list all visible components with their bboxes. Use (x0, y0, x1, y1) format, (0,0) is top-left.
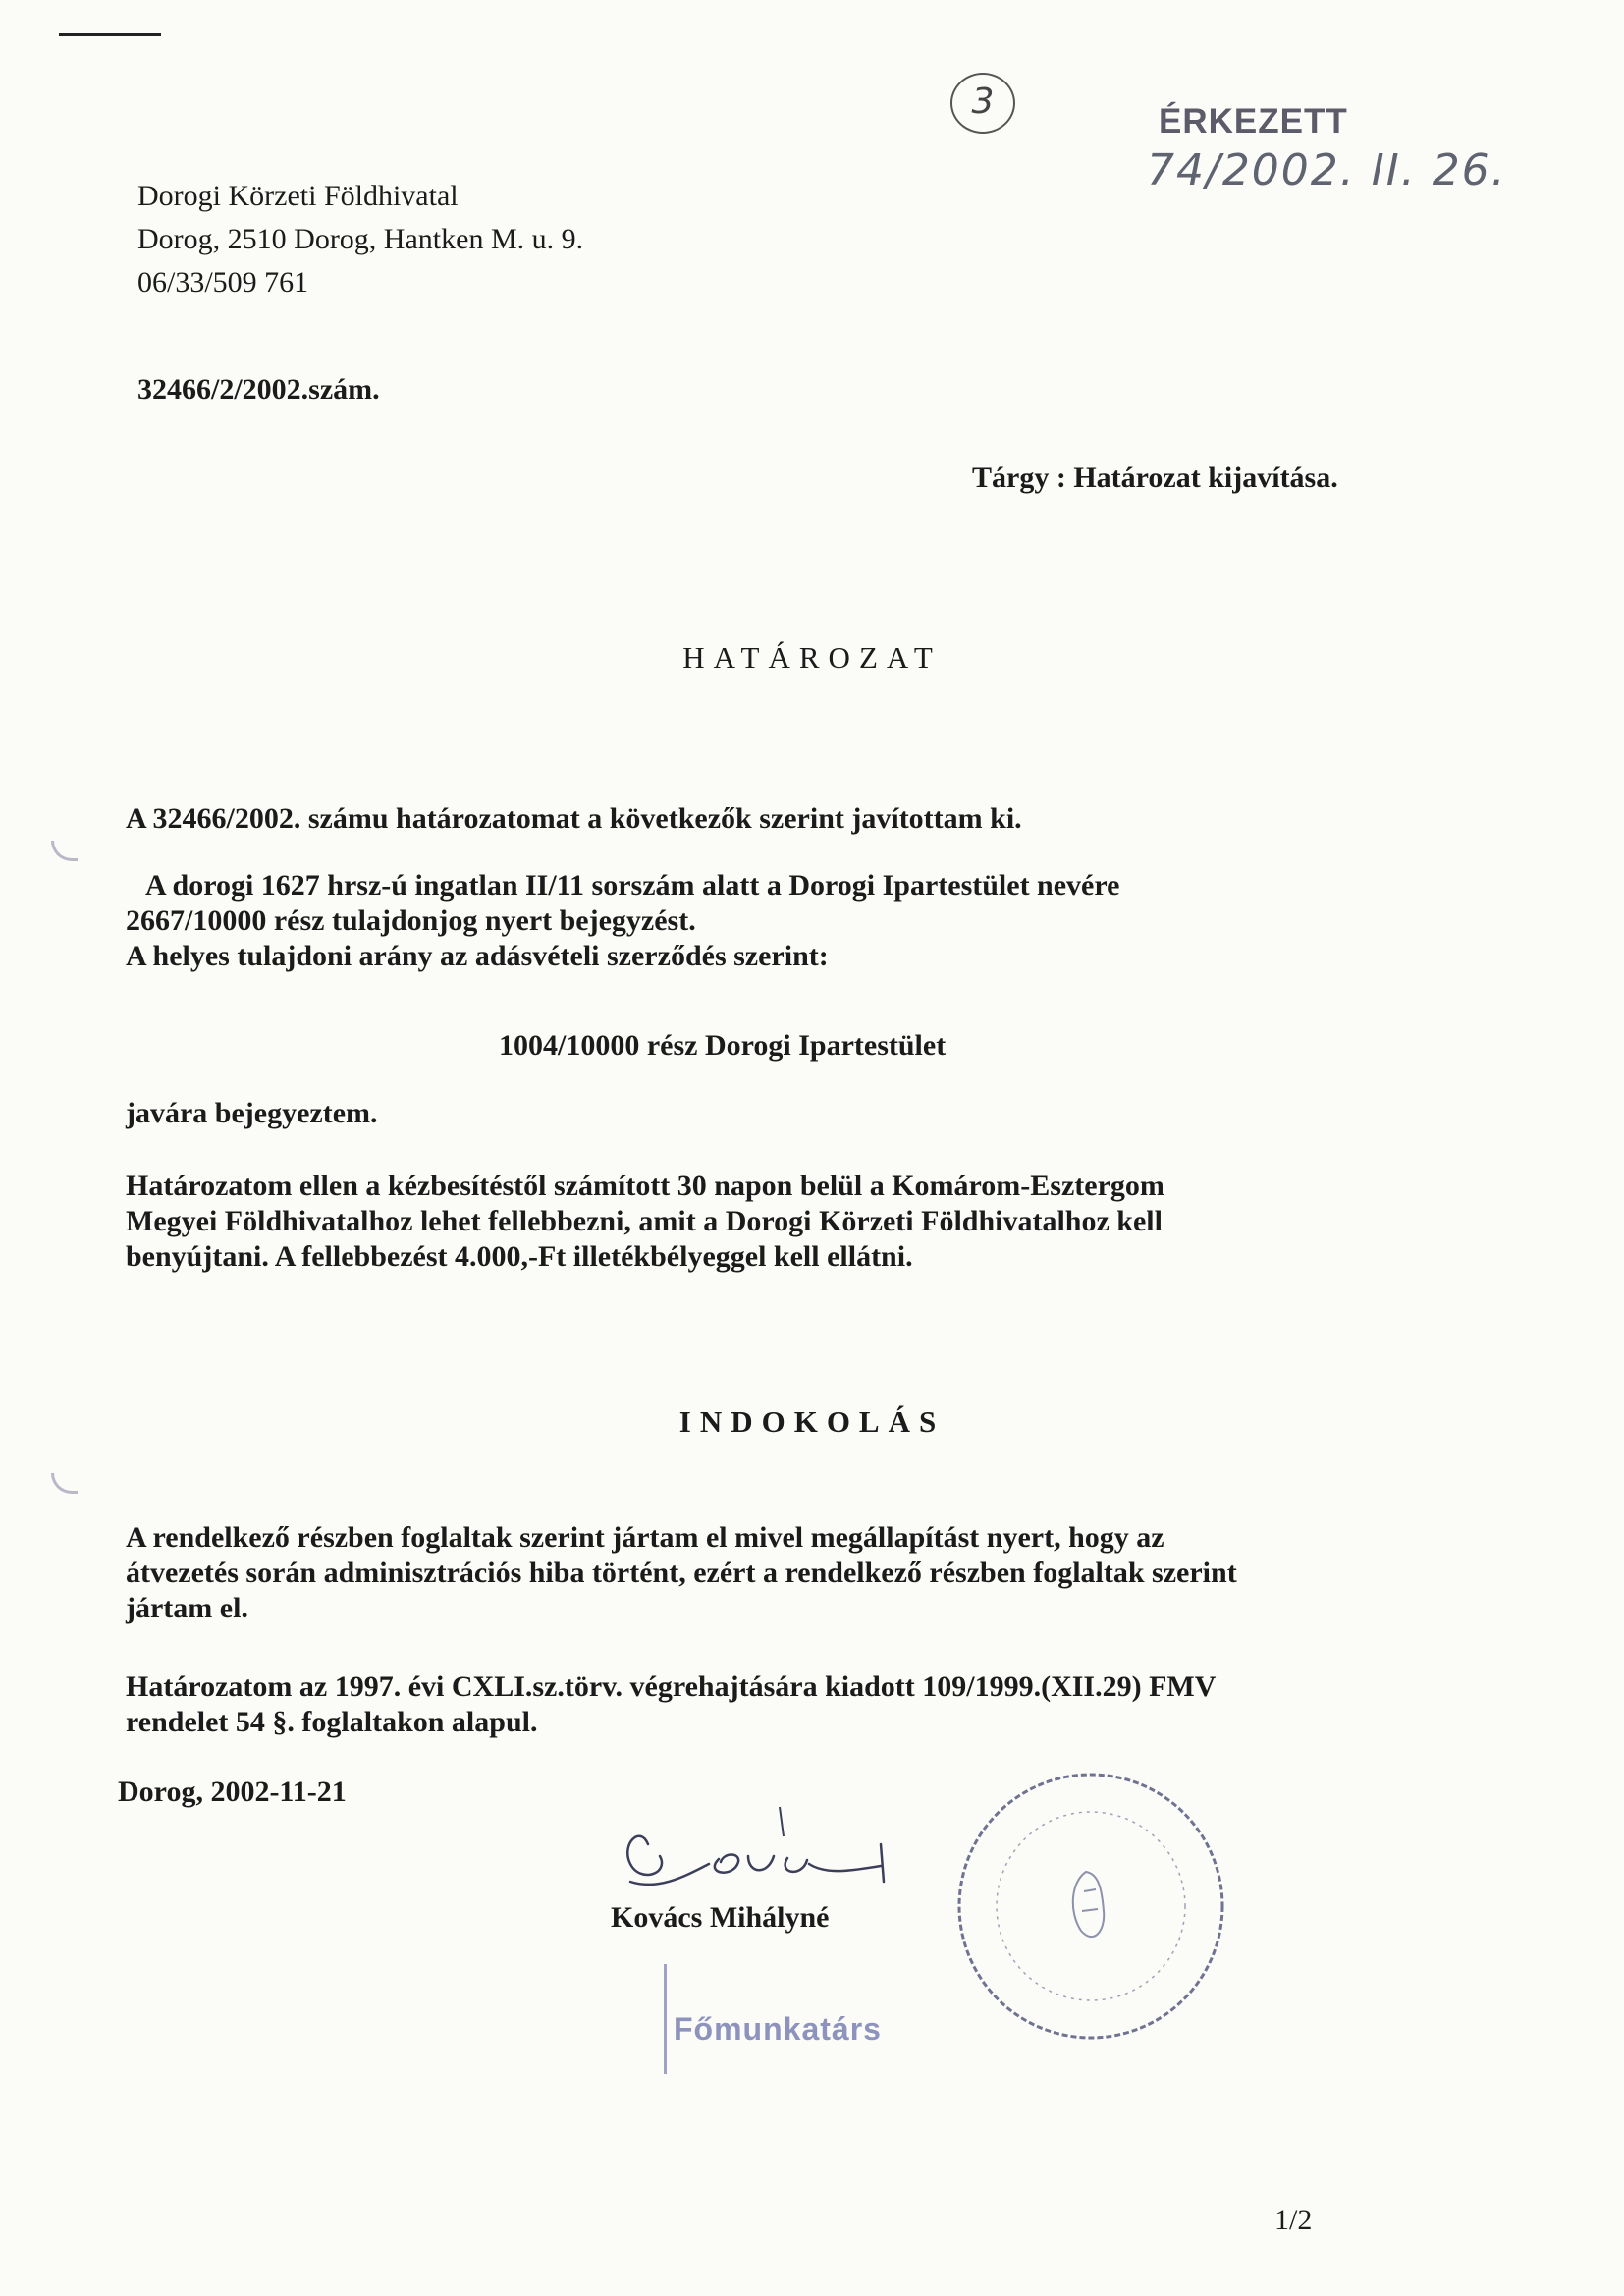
office-header (137, 175, 583, 304)
decision-paragraph-line: A dorogi 1627 hrsz-ú ingatlan II/11 sorszám alatt a Dorogi Ipartestület nevére (145, 869, 1120, 902)
page-number: 1/2 (1274, 2204, 1313, 2236)
decision-intro-line: A 32466/2002. számu határozatomat a következők szerint javítottam ki. (126, 802, 1022, 835)
office-phone: 06/33/509 761 (137, 266, 309, 299)
decision-paragraph (126, 868, 1314, 974)
appeal-paragraph (126, 1169, 1314, 1275)
reference-number: 32466/2/2002.szám. (137, 373, 380, 406)
subject-line: Tárgy : Határozat kijavítása. (972, 462, 1338, 494)
reasoning-line: A rendelkező részben foglaltak szerint jártam el mivel megállapítást nyert, hogy az (126, 1521, 1164, 1554)
hole-punch-mark (51, 841, 78, 861)
reasoning-line: jártam el. (126, 1592, 248, 1624)
reasoning-paragraph-1 (126, 1520, 1314, 1626)
decision-paragraph-line: 2667/10000 rész tulajdonjog nyert bejegyzést. (126, 904, 696, 937)
received-handwritten-number: 74/2002. II. 26. (1147, 145, 1507, 195)
document-date: Dorog, 2002-11-21 (118, 1776, 347, 1808)
hole-punch-mark (51, 1473, 78, 1494)
registered-line: javára bejegyeztem. (126, 1097, 378, 1129)
appeal-line: Határozatom ellen a kézbesítéstől számított 30 napon belül a Komárom-Esztergom (126, 1170, 1164, 1202)
handwritten-signature (601, 1805, 915, 1913)
role-stamp: Főmunkatárs (674, 2011, 882, 2047)
decision-paragraph-line: A helyes tulajdoni arány az adásvételi szerződés szerint: (126, 940, 829, 972)
appeal-line: Megyei Földhivatalhoz lehet fellebbezni, amit a Dorogi Körzeti Földhivatalhoz kell (126, 1205, 1163, 1237)
reasoning-paragraph-2 (126, 1669, 1314, 1740)
registered-paragraph (126, 1096, 1314, 1131)
reasoning-line: rendelet 54 §. foglaltakon alapul. (126, 1706, 538, 1738)
appeal-line: benyújtani. A fellebbezést 4.000,-Ft illetékbélyeggel kell ellátni. (126, 1240, 913, 1273)
reasoning-line: átvezetés során adminisztrációs hiba történt, ezért a rendelkező részben foglaltak szerint (126, 1557, 1237, 1589)
official-round-seal (948, 1764, 1233, 2049)
decision-intro (126, 801, 1314, 837)
office-name: Dorogi Körzeti Földhivatal (137, 180, 459, 212)
scan-dash-mark (59, 33, 161, 36)
reasoning-heading: INDOKOLÁS (678, 1404, 946, 1439)
ownership-share-line: 1004/10000 rész Dorogi Ipartestület (499, 1029, 947, 1062)
reasoning-line: Határozatom az 1997. évi CXLI.sz.törv. végrehajtására kiadott 109/1999.(XII.29) FMV (126, 1670, 1217, 1703)
decision-heading: HATÁROZAT (682, 640, 942, 675)
circled-page-mark: 3 (950, 73, 1015, 134)
received-stamp-label: ÉRKEZETT (1159, 102, 1348, 140)
office-address: Dorog, 2510 Dorog, Hantken M. u. 9. (137, 223, 584, 255)
signer-name: Kovács Mihályné (611, 1901, 830, 1934)
